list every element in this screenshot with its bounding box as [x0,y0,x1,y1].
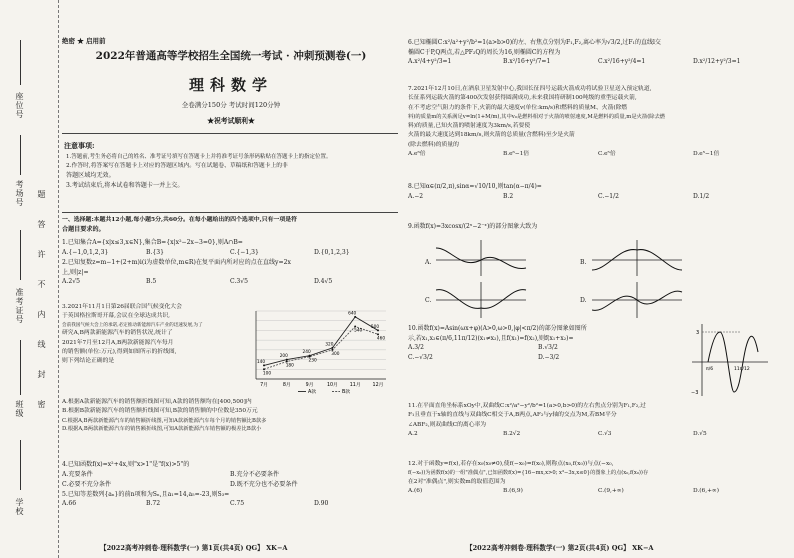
question-stem: 火箭的最大速度达到18km/s,则火箭的总质量(含燃料)至少是火箭 [408,132,575,139]
seal-word: 封 [37,370,46,378]
question-stem: 的销售额(单位:万元),得到如图所示的折线图, [62,349,177,355]
class-line [20,340,21,395]
question-stem: 2021年7月至12月A,B两款新能源汽车每月 [62,339,174,346]
question-stem: 10.函数f(x)=Asin(ωx+φ)(A>0,ω>0,|φ|<π/2)的部分图象如图所 [408,325,587,332]
ticket-line [20,230,21,280]
question-stem: 11.在平面直角坐标系xOy中,双曲线C:x²/a²−y²/b²=1(a>0,b>0)的左右焦点分别为F₁,F₂,过 [408,403,646,409]
option: C.e⁵倍 [598,150,616,157]
data-point [286,361,288,363]
seal-word: 内 [37,310,46,318]
exam-wish: ★祝考试顺利★ [207,117,255,125]
subject-title: 理科数学 [188,76,273,94]
option-row [408,353,708,363]
x-tick-label: 9月 [305,383,314,388]
note-item: 2.作答时,将答案写在答题卡上对应的答题区域内。写在试题卷、草稿纸和答题卡上的非 [66,162,288,169]
option: C.(9,+∞) [598,488,624,495]
seal-word: 线 [37,340,46,348]
question-stem: 6.已知椭圆C:x²/a²+y²/b²=1(a>b>0)的左、右焦点分别为F₁,F₂,离心率为√3/2,过F₁的直线l交 [408,39,661,46]
option: B.充分不必要条件 [230,470,280,478]
seal-word: 不 [37,280,46,288]
data-label: 460 [376,336,386,342]
option: D.4√5 [314,278,333,286]
data-label: 140 [256,359,266,365]
seal-word: 许 [37,250,46,258]
sales-line-chart [246,305,394,397]
data-label: 180 [285,363,294,369]
section1-heading-line: 一、选择题:本题共12小题,每小题5分,共60分。在每小题给出的四个选项中,只有一项是符 [62,216,297,223]
question-8 [408,182,788,201]
question-stem: 7.2021年12月10日,在酒泉卫星发射中心,我国长征四号运载火箭成功将试验卫星送入预定轨道, [408,86,652,92]
seal-word: 答 [37,220,46,228]
data-label: 200 [279,354,288,360]
option-row [62,248,398,258]
option-row [62,480,398,490]
option-row [408,150,788,159]
option-row [62,499,398,509]
legend-label-a: A款 [308,390,317,395]
question-10 [408,324,708,363]
option: A.e⁶倍 [408,150,426,157]
option-row [408,343,708,353]
option-row [408,192,788,202]
option: C.−√3/2 [408,354,433,362]
option: C.根据A,B两款新能源汽车的销售额折线图,可知A款新能源汽车每个月的销售额比B款多 [62,417,267,424]
exam-title: 2022年普通高等学校招生全国统一考试 · 冲刺预测卷(一) [95,50,367,62]
binding-strip [0,0,59,558]
option: D.既不充分也不必要条件 [230,480,298,488]
questions-4-5 [62,460,398,509]
y-min-label: −3 [691,390,699,396]
option: A.(6) [408,488,423,495]
question-stem: (除去燃料)的质量的 [408,141,459,148]
option: D.{0,1,2,3} [314,248,350,256]
option-row [408,57,788,67]
note-item: 3.考试结束后,将本试卷和答题卡一并上交。 [66,182,184,190]
ticket-label: 准考证号 [15,288,24,324]
question-stem: 在2对"准偶点",则实数m的取值范围为 [408,478,506,485]
section1-heading [62,215,398,234]
question-7 [408,85,788,159]
question-stem: 5.已知等差数列{aₙ}的前n项和为Sₙ,且a₁=14,a₅=-23,则S₃= [62,490,230,498]
question-3-stem [62,303,242,367]
question-stem: 则下列结论正确的是 [62,358,115,365]
option: C.必要不充分条件 [62,480,112,488]
data-label: 230 [308,358,317,364]
x-tick-label: 12月 [372,383,384,388]
y-max-label: 3 [696,330,700,336]
option-row [62,470,398,480]
question-stem: 研究A,B两款新能源汽车的销售状况,统计了 [62,330,173,337]
question-3-options [62,398,398,434]
question-stem: 2.已知复数z=m−1+(2+m)i(i为虚数单位,m∈R)在复平面内所对应的点在直线y=2x [62,258,291,266]
option: A.66 [62,500,77,508]
option: B.e⁶−1倍 [503,150,530,157]
x-tick-label: 10月 [326,383,338,388]
school-line [20,440,21,490]
question-stem: 长征系列运载火箭的第400次发射获得圆满成功,未来我国将研制100吨级的重型运载火箭, [408,95,637,102]
option: D.√5 [693,431,707,438]
question-stem: 在不考虑空气阻力的条件下,火箭的最大速度v(单位:km/s)和燃料的质量M、火箭(除燃 [408,104,628,111]
option: A.2√5 [62,278,80,286]
data-point [331,349,333,351]
x-tick-label: 8月 [282,383,291,388]
seat-label: 座位号 [15,92,24,119]
option: B.(6,9) [503,488,523,495]
seal-word: 密 [37,400,46,408]
question-stem: F₁且垂直于x轴的直线与双曲线C相交于A,B两点,AF₂与y轴的交点为M,若BM平分 [408,412,617,419]
option-row [62,277,398,287]
data-point [309,356,311,358]
option-label: C. [425,297,432,304]
note-item: 答题区域均无效。 [66,172,115,180]
legend-label-b: B款 [342,390,351,395]
option: A.−2 [408,192,424,200]
data-label: 500 [370,324,380,330]
data-label: 300 [331,351,340,357]
question-stem: 会前我国气候大会上的承诺,必定推动新能源汽车产业的迅速发展,为了 [62,322,203,328]
footer-right: 【2022高考冲刺卷·理科数学(一) 第2页(共4页) QG】 XK−A [466,544,654,552]
note-item: 1.答题前,考生务必将自己的姓名、准考证号填写在答题卡上并将准考证号条形码粘贴在答题卡上的指定位置。 [66,154,332,160]
option: A.根据A款新能源汽车的销售额折线图可知,A款的销售额均在[400,500]内 [62,399,252,405]
seat-line [20,40,21,85]
question-stem: 上,则|z|= [62,268,89,276]
question-9 [408,222,788,232]
option: D.x²/12+y²/3=1 [693,58,741,66]
question-stem: 1.已知集合A={x|x≤3,x∈N},集合B={x|x²−2x−3=0},则A∩B= [62,239,243,246]
seal-word: 题 [37,190,46,198]
option-label: B. [580,259,587,266]
option: A.2 [408,431,418,438]
option: C.{−1,3} [230,248,259,256]
divider [62,212,398,213]
x2-label: 11π/12 [734,367,750,372]
option: D.1/2 [693,192,710,200]
question-12 [408,460,788,497]
question-6 [408,38,788,67]
option-row [408,430,788,439]
option: A.充要条件 [62,470,93,478]
option: D.e⁵−1倍 [693,150,720,157]
option: A.3/2 [408,344,424,352]
exam-no-label: 考场号 [15,180,24,207]
data-label: 100 [262,371,272,377]
option: B.72 [146,500,161,508]
notes-list [66,153,398,191]
question-stem: 椭圆C于P,Q两点,若△PF₂Q的周长为16,则椭圆C的方程为 [408,48,561,56]
option: C.√3 [598,431,612,438]
exam-info: 全卷满分150分 考试时间120分钟 [181,101,281,109]
question-stem: 料)的质量,已知火箭的喷射速度为3km/s,若要使 [408,122,531,129]
graph-option-b [592,238,684,278]
option: C.−1/2 [598,192,619,200]
option: B.{3} [146,248,165,256]
exam-no-line [20,135,21,175]
question-stem: 料)的质量m的关系满足v=ln(1+M/m),其中v₀是燃料相对于火箭的喷射速度,M是燃料的质量,m是火箭(除去燃 [408,114,666,121]
x-tick-label: 7月 [260,383,268,388]
option-row [408,487,788,496]
option: B.x²/16+y²/7=1 [503,58,551,66]
option-label: D. [580,297,587,304]
question-stem: ∠ABF₂,则双曲线C的离心率为 [408,421,487,428]
option-label: A. [425,259,432,266]
question-stem: 12.对于函数y=f(x),若存在x₀(x₀≠0),使f(−x₀)=f(x₀),则称点(x₀,f(x₀))与点(−x₀, [408,461,614,467]
option: C.3√5 [230,278,249,286]
option: B.5 [146,278,157,286]
option: A.{−1,0,1,2,3} [62,248,109,256]
question-stem: 于英国格拉斯哥开幕,会议在全球达成共识, [62,313,171,320]
data-point [263,368,265,370]
question-stem: 8.已知α∈(π/2,π),sinα=√10/10,则tan(α−π/4)= [408,183,542,190]
graph-option-a [436,238,528,278]
school-label: 学校 [15,498,24,516]
data-point [377,333,379,335]
question-stem: 3.2021年11月1日第26届联合国气候变化大会 [62,304,182,310]
x1-label: π/6 [706,367,714,372]
option: A.x²/4+y²/3=1 [408,58,452,66]
option: B.√3/2 [538,344,558,352]
data-label: 240 [302,350,311,356]
graph-option-d [592,280,684,320]
data-label: 540 [354,328,363,334]
question-stem: 9.函数f(x)=3xcosx/(2ˣ−2⁻ˣ)的部分图象大致为 [408,223,538,230]
question-stem: 示,若x₁,x₂∈(π/6,11π/12)(x₁≠x₂),且f(x₁)=f(x₂),则f(x₁+x₂)= [408,334,574,342]
question-stem: f(−x₀))为函数f(x)的一组"准偶点",已知函数f(x)={16−mx,x>0; x³−3x,x≤0}的图象上的点(x₀,f(x₀))存 [408,470,649,477]
option: B.2 [503,192,514,200]
data-point [354,326,356,328]
section1-heading-line: 合题目要求的。 [62,225,105,233]
question-stem: 4.已知函数f(x)=x²+4x,则"x>1"是"f(x)>5"的 [62,461,190,468]
footer-left: 【2022高考冲刺卷·理科数学(一) 第1页(共4页) QG】 XK−A [100,544,288,552]
option: D.根据A,B两款新能源汽车的销售额折线图,可知A款新能源汽车销售额的极差比B款小 [62,426,262,433]
option: D.90 [314,500,329,508]
data-label: 640 [348,311,357,317]
option: D.−3/2 [538,354,560,362]
class-label: 班级 [15,400,24,418]
option: C.x²/16+y²/4=1 [598,58,646,66]
option: D.(6,+∞) [693,488,720,495]
graph-option-c [436,280,528,320]
divider [62,133,398,134]
option: B.根据B款新能源汽车的销售额折线图可知,B款的销售额的中位数是350万元 [62,408,258,415]
questions-1-2 [62,238,398,287]
x-tick-label: 11月 [349,383,361,388]
option: C.75 [230,500,245,508]
secret-mark: 绝密 ★ 启用前 [62,37,106,45]
notes-heading: 注意事项: [64,141,95,150]
option: B.2√2 [503,431,521,438]
data-label: 320 [325,342,334,348]
question-11 [408,402,788,440]
graph-question-10 [690,322,770,398]
